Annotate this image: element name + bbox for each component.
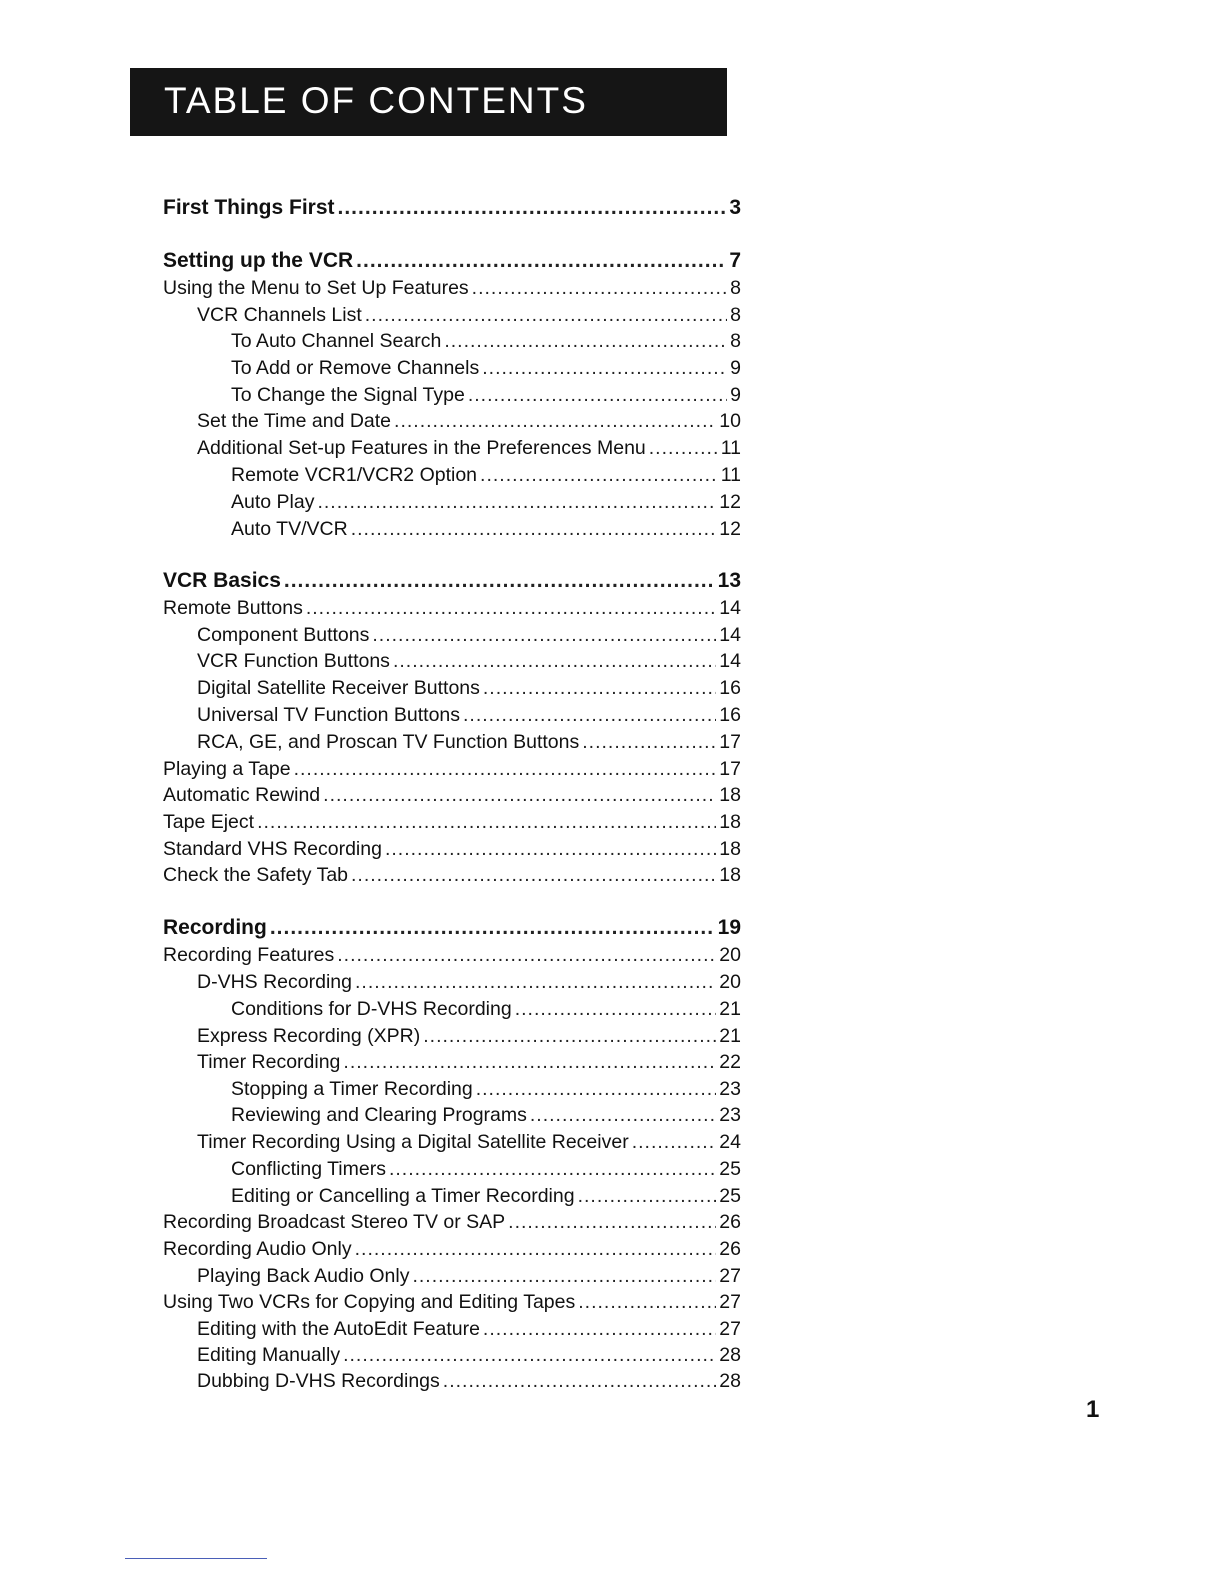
toc-entry-page: 8	[730, 304, 741, 326]
toc-entry[interactable]	[163, 623, 741, 647]
toc-entry-page: 14	[719, 650, 741, 672]
toc-entry-page: 28	[719, 1370, 741, 1392]
toc-entry-label: Editing Manually	[197, 1344, 341, 1366]
toc-entry-label: Set the Time and Date	[197, 410, 392, 432]
dot-leader	[476, 1077, 717, 1101]
toc-entry-label: Dubbing D-VHS Recordings	[197, 1370, 440, 1392]
dot-leader	[385, 837, 716, 861]
toc-entry-label: Universal TV Function Buttons	[197, 704, 461, 726]
toc-entry-label: Express Recording (XPR)	[197, 1025, 421, 1047]
toc-entry-label: First Things First	[163, 196, 335, 219]
toc-entry-label: Remote Buttons	[163, 597, 303, 619]
dot-leader	[480, 463, 718, 487]
toc-entry-page: 14	[719, 624, 741, 646]
toc-entry-label: Standard VHS Recording	[163, 838, 382, 860]
dot-leader	[337, 943, 716, 967]
toc-entry[interactable]	[163, 1130, 741, 1154]
toc-entry[interactable]	[163, 596, 741, 620]
toc-entry[interactable]	[163, 1157, 741, 1181]
toc-entry-label: Timer Recording Using a Digital Satellite Receiver	[197, 1131, 629, 1153]
toc-entry-page: 23	[719, 1078, 741, 1100]
toc-entry-page: 18	[719, 864, 741, 886]
toc-entry[interactable]	[163, 409, 741, 433]
toc-entry-label: Conditions for D-VHS Recording	[231, 998, 512, 1020]
toc-entry-page: 21	[719, 998, 741, 1020]
toc-entry[interactable]	[163, 1317, 741, 1341]
toc-entry-page: 8	[730, 277, 741, 299]
toc-entry-label: Timer Recording	[197, 1051, 341, 1073]
toc-entry-label: VCR Basics	[163, 569, 281, 592]
toc-entry[interactable]	[163, 649, 741, 673]
toc-entry[interactable]	[163, 356, 741, 380]
toc-entry-page: 11	[720, 437, 741, 459]
toc-entry-label: Using Two VCRs for Copying and Editing Tapes	[163, 1291, 576, 1313]
toc-entry-page: 27	[719, 1291, 741, 1313]
toc-entry-page: 21	[719, 1025, 741, 1047]
toc-entry[interactable]	[163, 1077, 741, 1101]
toc-entry-label: Automatic Rewind	[163, 784, 321, 806]
toc-entry-label: Additional Set-up Features in the Preferences Menu	[197, 437, 646, 459]
toc-entry-page: 18	[719, 811, 741, 833]
toc-entry-page: 26	[719, 1211, 741, 1233]
dot-leader	[356, 249, 726, 273]
toc-entry[interactable]	[163, 1290, 741, 1314]
toc-entry-page: 14	[719, 597, 741, 619]
toc-entry[interactable]	[163, 703, 741, 727]
toc-entry-page: 17	[719, 731, 741, 753]
toc-entry-label: D-VHS Recording	[197, 971, 352, 993]
toc-entry-page: 7	[729, 249, 741, 272]
toc-entry[interactable]	[163, 863, 741, 887]
dot-leader	[508, 1210, 716, 1234]
toc-entry[interactable]	[163, 757, 741, 781]
toc-section-entry[interactable]	[163, 916, 741, 940]
toc-entry-page: 23	[719, 1104, 741, 1126]
toc-entry[interactable]	[163, 1024, 741, 1048]
toc-entry[interactable]	[163, 303, 741, 327]
toc-entry-page: 25	[719, 1185, 741, 1207]
toc-entry[interactable]	[163, 1264, 741, 1288]
page-title: TABLE OF CONTENTS	[164, 80, 588, 121]
dot-leader	[632, 1130, 717, 1154]
toc-entry-page: 13	[717, 569, 741, 592]
toc-entry-page: 11	[720, 464, 741, 486]
toc-entry-label: Check the Safety Tab	[163, 864, 349, 886]
toc-entry-label: Recording Broadcast Stereo TV or SAP	[163, 1211, 506, 1233]
toc-entry-label: Editing with the AutoEdit Feature	[197, 1318, 480, 1340]
toc-entry-page: 18	[719, 784, 741, 806]
toc-entry-page: 27	[719, 1265, 741, 1287]
dot-leader	[338, 196, 727, 220]
toc-entry-page: 27	[719, 1318, 741, 1340]
toc-entry[interactable]	[163, 730, 741, 754]
dot-leader	[351, 863, 716, 887]
toc-entry-label: Stopping a Timer Recording	[231, 1078, 473, 1100]
toc-entry-page: 8	[730, 330, 741, 352]
toc-entry-page: 3	[729, 196, 741, 219]
toc-entry[interactable]	[163, 997, 741, 1021]
toc-entry-page: 16	[719, 704, 741, 726]
dot-leader	[443, 1369, 717, 1393]
toc-entry[interactable]	[163, 490, 741, 514]
dot-leader	[468, 383, 727, 407]
dot-leader	[306, 596, 716, 620]
toc-entry[interactable]	[163, 1050, 741, 1074]
dot-leader	[365, 303, 727, 327]
toc-entry[interactable]	[163, 676, 741, 700]
toc-entry[interactable]	[163, 1369, 741, 1393]
dot-leader	[412, 1264, 716, 1288]
toc-entry-label: Auto TV/VCR	[231, 518, 348, 540]
toc-entry-label: Conflicting Timers	[231, 1158, 386, 1180]
dot-leader	[317, 490, 716, 514]
toc-entry[interactable]	[163, 1184, 741, 1208]
toc-entry-page: 9	[730, 357, 741, 379]
toc-entry-label: VCR Channels List	[197, 304, 362, 326]
toc-entry-label: To Add or Remove Channels	[231, 357, 480, 379]
toc-entry-page: 12	[719, 491, 741, 513]
toc-entry-page: 26	[719, 1238, 741, 1260]
toc-entry-label: To Auto Channel Search	[231, 330, 442, 352]
dot-leader	[483, 1317, 716, 1341]
dot-leader	[393, 649, 716, 673]
toc-entry-label: Playing Back Audio Only	[197, 1265, 410, 1287]
toc-entry[interactable]	[163, 1210, 741, 1234]
dot-leader	[649, 436, 718, 460]
bottom-rule	[125, 1558, 267, 1559]
toc-entry-label: To Change the Signal Type	[231, 384, 465, 406]
dot-leader	[270, 916, 715, 940]
toc-entry-label: VCR Function Buttons	[197, 650, 390, 672]
toc-entry[interactable]	[163, 517, 741, 541]
toc-entry-label: Auto Play	[231, 491, 315, 513]
dot-leader	[257, 810, 716, 834]
toc-entry-label: Recording Features	[163, 944, 335, 966]
dot-leader	[343, 1343, 716, 1367]
dot-leader	[582, 730, 716, 754]
toc-entry[interactable]	[163, 1103, 741, 1127]
toc-entry-label: Editing or Cancelling a Timer Recording	[231, 1185, 575, 1207]
toc-entry[interactable]	[163, 970, 741, 994]
dot-leader	[351, 517, 717, 541]
dot-leader	[483, 676, 716, 700]
toc-section-entry[interactable]	[163, 196, 741, 220]
dot-leader	[482, 356, 727, 380]
toc-entry-label: Tape Eject	[163, 811, 255, 833]
toc-entry[interactable]	[163, 837, 741, 861]
dot-leader	[472, 276, 727, 300]
dot-leader	[530, 1103, 716, 1127]
toc-entry[interactable]	[163, 783, 741, 807]
toc-entry-page: 20	[719, 944, 741, 966]
toc-entry[interactable]	[163, 943, 741, 967]
toc-entry-label: Component Buttons	[197, 624, 370, 646]
toc-entry[interactable]	[163, 276, 741, 300]
toc-entry[interactable]	[163, 383, 741, 407]
dot-leader	[389, 1157, 716, 1181]
dot-leader	[284, 569, 715, 593]
toc-entry-label: Digital Satellite Receiver Buttons	[197, 677, 480, 699]
toc-section-entry[interactable]	[163, 569, 741, 593]
toc-entry-page: 20	[719, 971, 741, 993]
toc-entry-label: Remote VCR1/VCR2 Option	[231, 464, 478, 486]
dot-leader	[294, 757, 717, 781]
toc-entry-page: 17	[719, 758, 741, 780]
toc-entry-label: Using the Menu to Set Up Features	[163, 277, 469, 299]
toc-entry-page: 18	[719, 838, 741, 860]
dot-leader	[578, 1184, 717, 1208]
dot-leader	[343, 1050, 716, 1074]
toc-section-entry[interactable]	[163, 249, 741, 273]
toc-entry-page: 19	[717, 916, 741, 939]
toc-entry-label: Recording	[163, 916, 267, 939]
toc-entry-label: Setting up the VCR	[163, 249, 354, 272]
toc-entry[interactable]	[163, 1343, 741, 1367]
toc-entry[interactable]	[163, 463, 741, 487]
toc-entry-page: 22	[719, 1051, 741, 1073]
dot-leader	[423, 1024, 716, 1048]
toc-entry-page: 25	[719, 1158, 741, 1180]
header-band	[130, 68, 727, 136]
toc-entry-label: Reviewing and Clearing Programs	[231, 1104, 527, 1126]
toc-entry-page: 24	[719, 1131, 741, 1153]
toc-entry[interactable]	[163, 810, 741, 834]
toc-entry-page: 12	[719, 518, 741, 540]
dot-leader	[515, 997, 717, 1021]
toc-entry-page: 10	[719, 410, 741, 432]
toc-entry-page: 28	[719, 1344, 741, 1366]
toc-entry-label: RCA, GE, and Proscan TV Function Buttons	[197, 731, 580, 753]
dot-leader	[463, 703, 716, 727]
page-number: 1	[1086, 1396, 1100, 1423]
dot-leader	[355, 970, 716, 994]
dot-leader	[372, 623, 716, 647]
toc-entry-label: Recording Audio Only	[163, 1238, 352, 1260]
dot-leader	[394, 409, 716, 433]
toc-entry-page: 16	[719, 677, 741, 699]
dot-leader	[323, 783, 716, 807]
dot-leader	[444, 329, 727, 353]
dot-leader	[578, 1290, 716, 1314]
toc-entry[interactable]	[163, 1237, 741, 1261]
dot-leader	[355, 1237, 717, 1261]
toc-entry-label: Playing a Tape	[163, 758, 291, 780]
toc-entry[interactable]	[163, 436, 741, 460]
toc-entry-page: 9	[730, 384, 741, 406]
toc-entry[interactable]	[163, 329, 741, 353]
